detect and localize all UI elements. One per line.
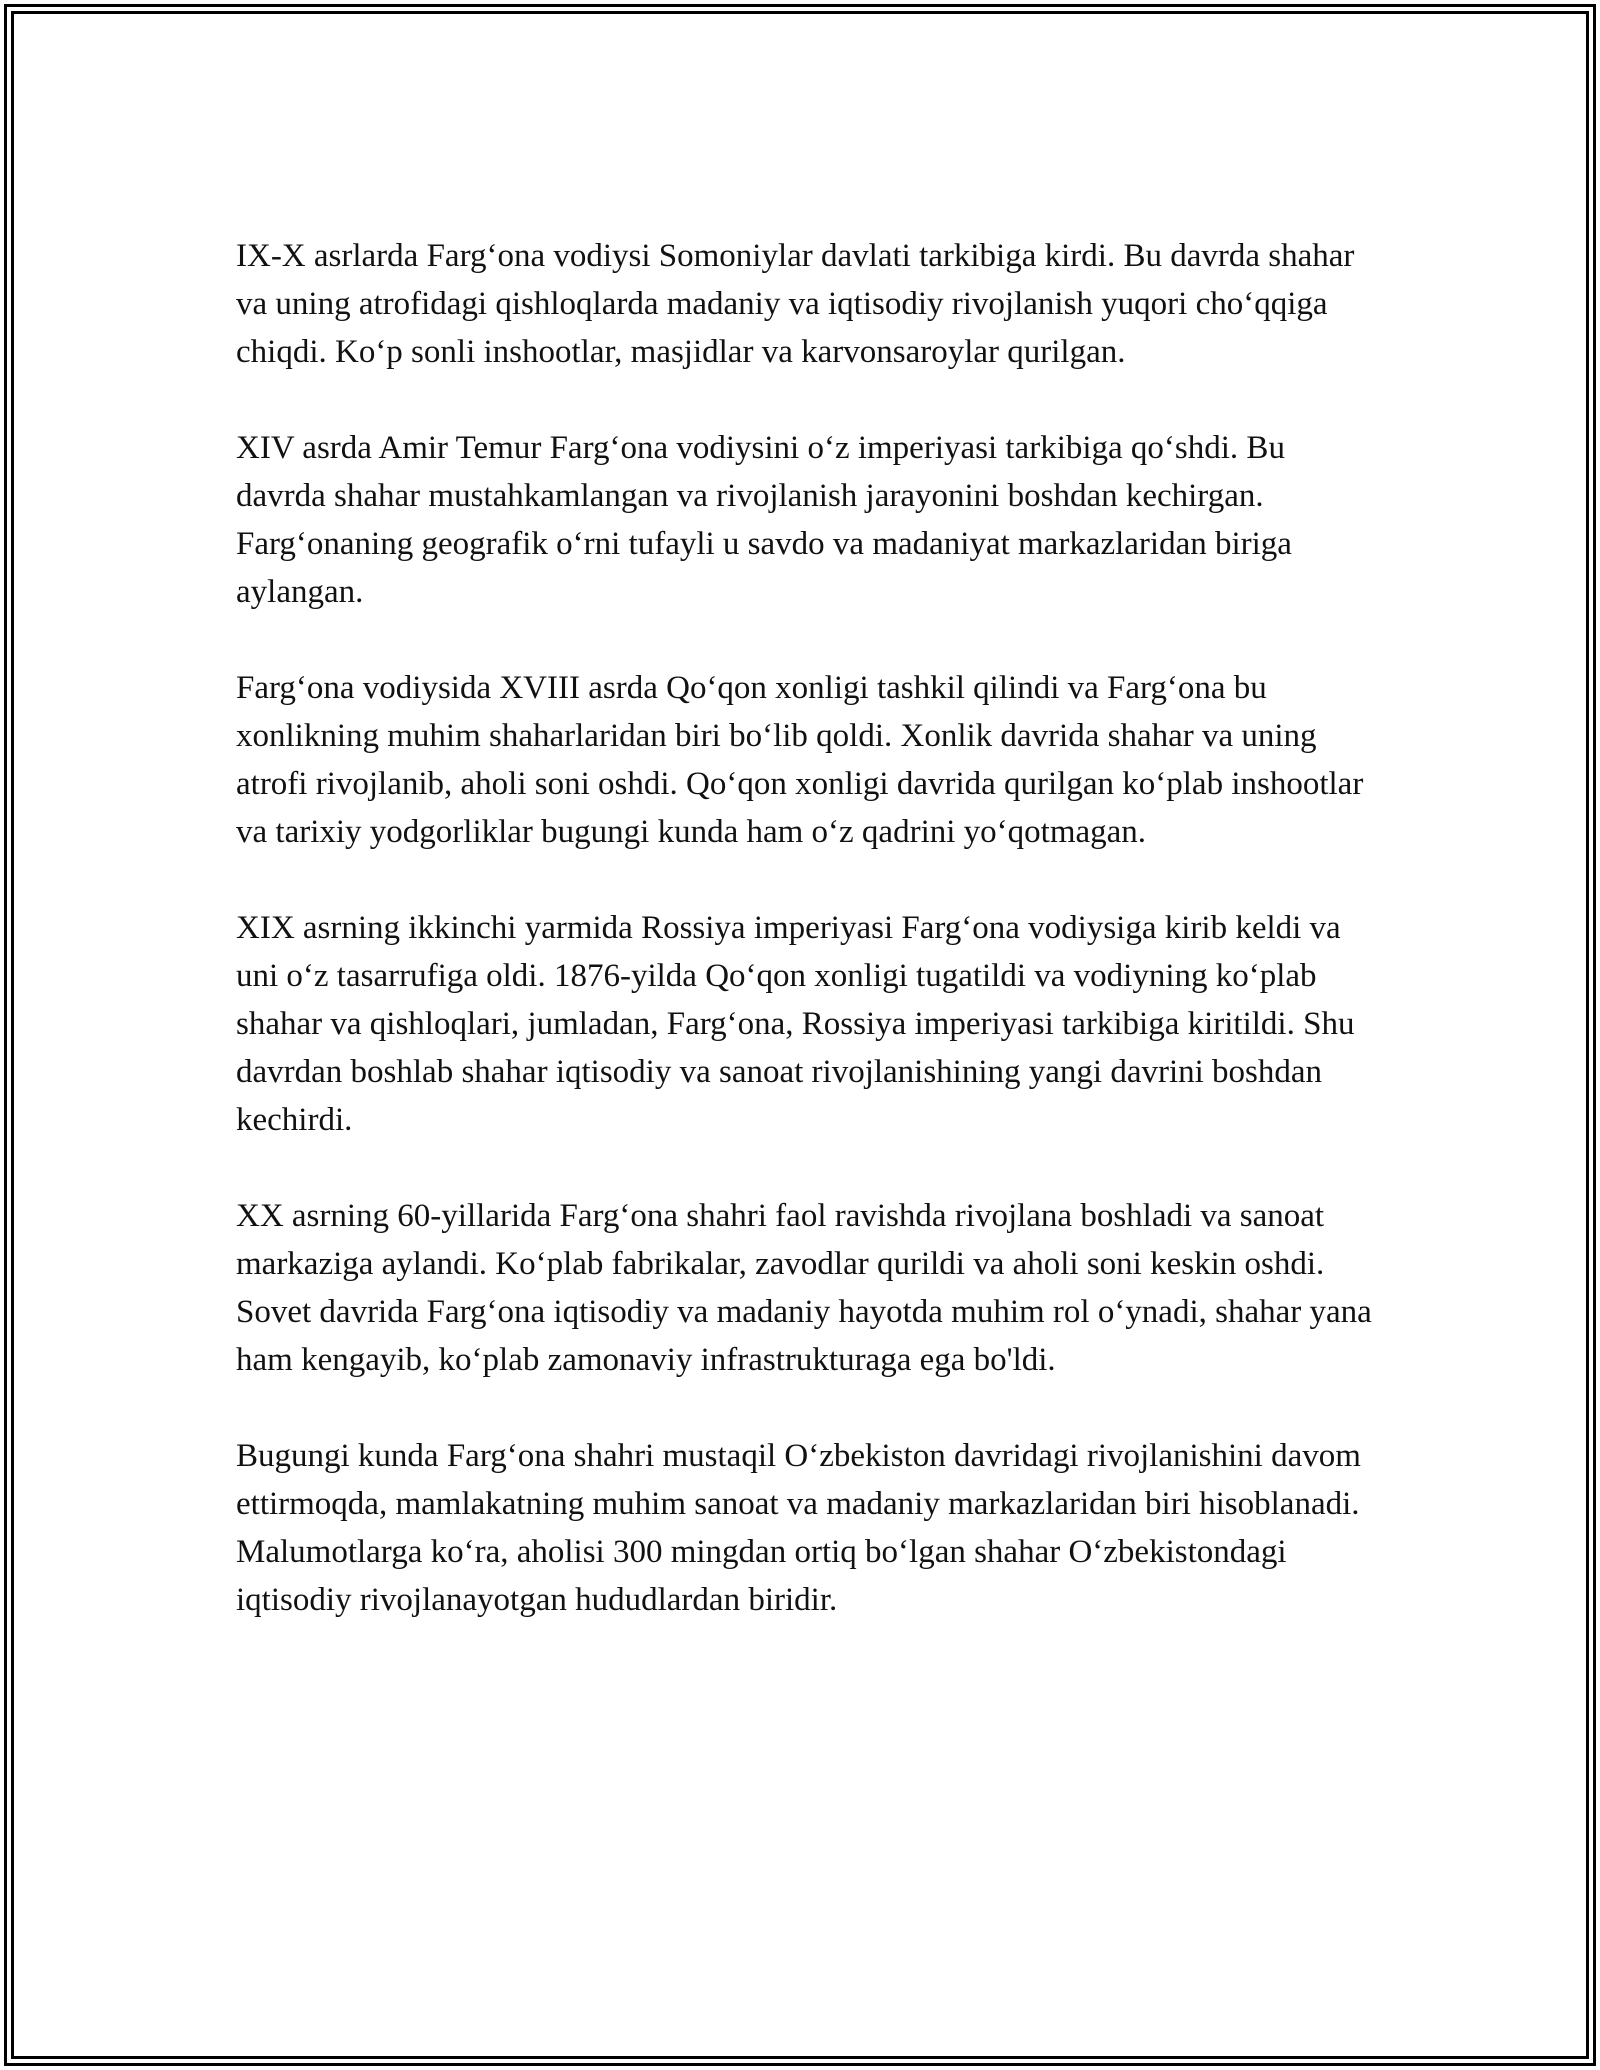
paragraph-russian-empire: XIX asrning ikkinchi yarmida Rossiya imperiyasi Farg‘ona vodiysiga kirib keldi va uni o‘z tasarrufiga oldi. 1876-yilda Qo‘qon xonligi tugatildi va vodiyning ko‘plab shahar va qishloqlari, jumladan, Farg‘ona, Rossiya imperiyasi tarkibiga kiritildi. Shu davrdan boshlab shahar iqtisodiy va sanoat rivojlanishining yangi davrini boshdan kechirdi.	[236, 910, 1355, 1138]
paragraph-samanid-era: IX-X asrlarda Farg‘ona vodiysi Somoniylar davlati tarkibiga kirdi. Bu davrda shahar va uning atrofidagi qishloqlarda madaniy va iqtisodiy rivojlanish yuqori cho‘qqiga chiqdi. Ko‘p sonli inshootlar, masjidlar va karvonsaroylar qurilgan.	[236, 238, 1355, 370]
paragraph-kokand-khanate: Farg‘ona vodiysida XVIII asrda Qo‘qon xonligi tashkil qilindi va Farg‘ona bu xonlikning muhim shaharlaridan biri bo‘lib qoldi. Xonlik davrida shahar va uning atrofi rivojlanib, aholi soni oshdi. Qo‘qon xonligi davrida qurilgan ko‘plab inshootlar va tarixiy yodgorliklar bugungi kunda ham o‘z qadrini yo‘qotmagan.	[236, 670, 1364, 850]
paragraph-present-day: Bugungi kunda Farg‘ona shahri mustaqil O‘zbekiston davridagi rivojlanishini davom ettirmoqda, mamlakatning muhim sanoat va madaniy markazlaridan biri hisoblanadi. Malumotlarga ko‘ra, aholisi 300 mingdan ortiq bo‘lgan shahar O‘zbekistondagi iqtisodiy rivojlanayotgan hududlardan biridir.	[236, 1438, 1361, 1618]
paragraph-timur-era: XIV asrda Amir Temur Farg‘ona vodiysini o‘z imperiyasi tarkibiga qo‘shdi. Bu davrda shahar mustahkamlangan va rivojlanish jarayonini boshdan kechirgan. Farg‘onaning geografik o‘rni tufayli u savdo va madaniyat markazlaridan biriga aylangan.	[236, 430, 1292, 610]
document-body	[236, 232, 1376, 1672]
paragraph-soviet-era: XX asrning 60-yillarida Farg‘ona shahri faol ravishda rivojlana boshladi va sanoat markaziga aylandi. Ko‘plab fabrikalar, zavodlar qurildi va aholi soni keskin oshdi. Sovet davrida Farg‘ona iqtisodiy va madaniy hayotda muhim rol o‘ynadi, shahar yana ham kengayib, ko‘plab zamonaviy infrastrukturaga ega bo'ldi.	[236, 1198, 1372, 1378]
